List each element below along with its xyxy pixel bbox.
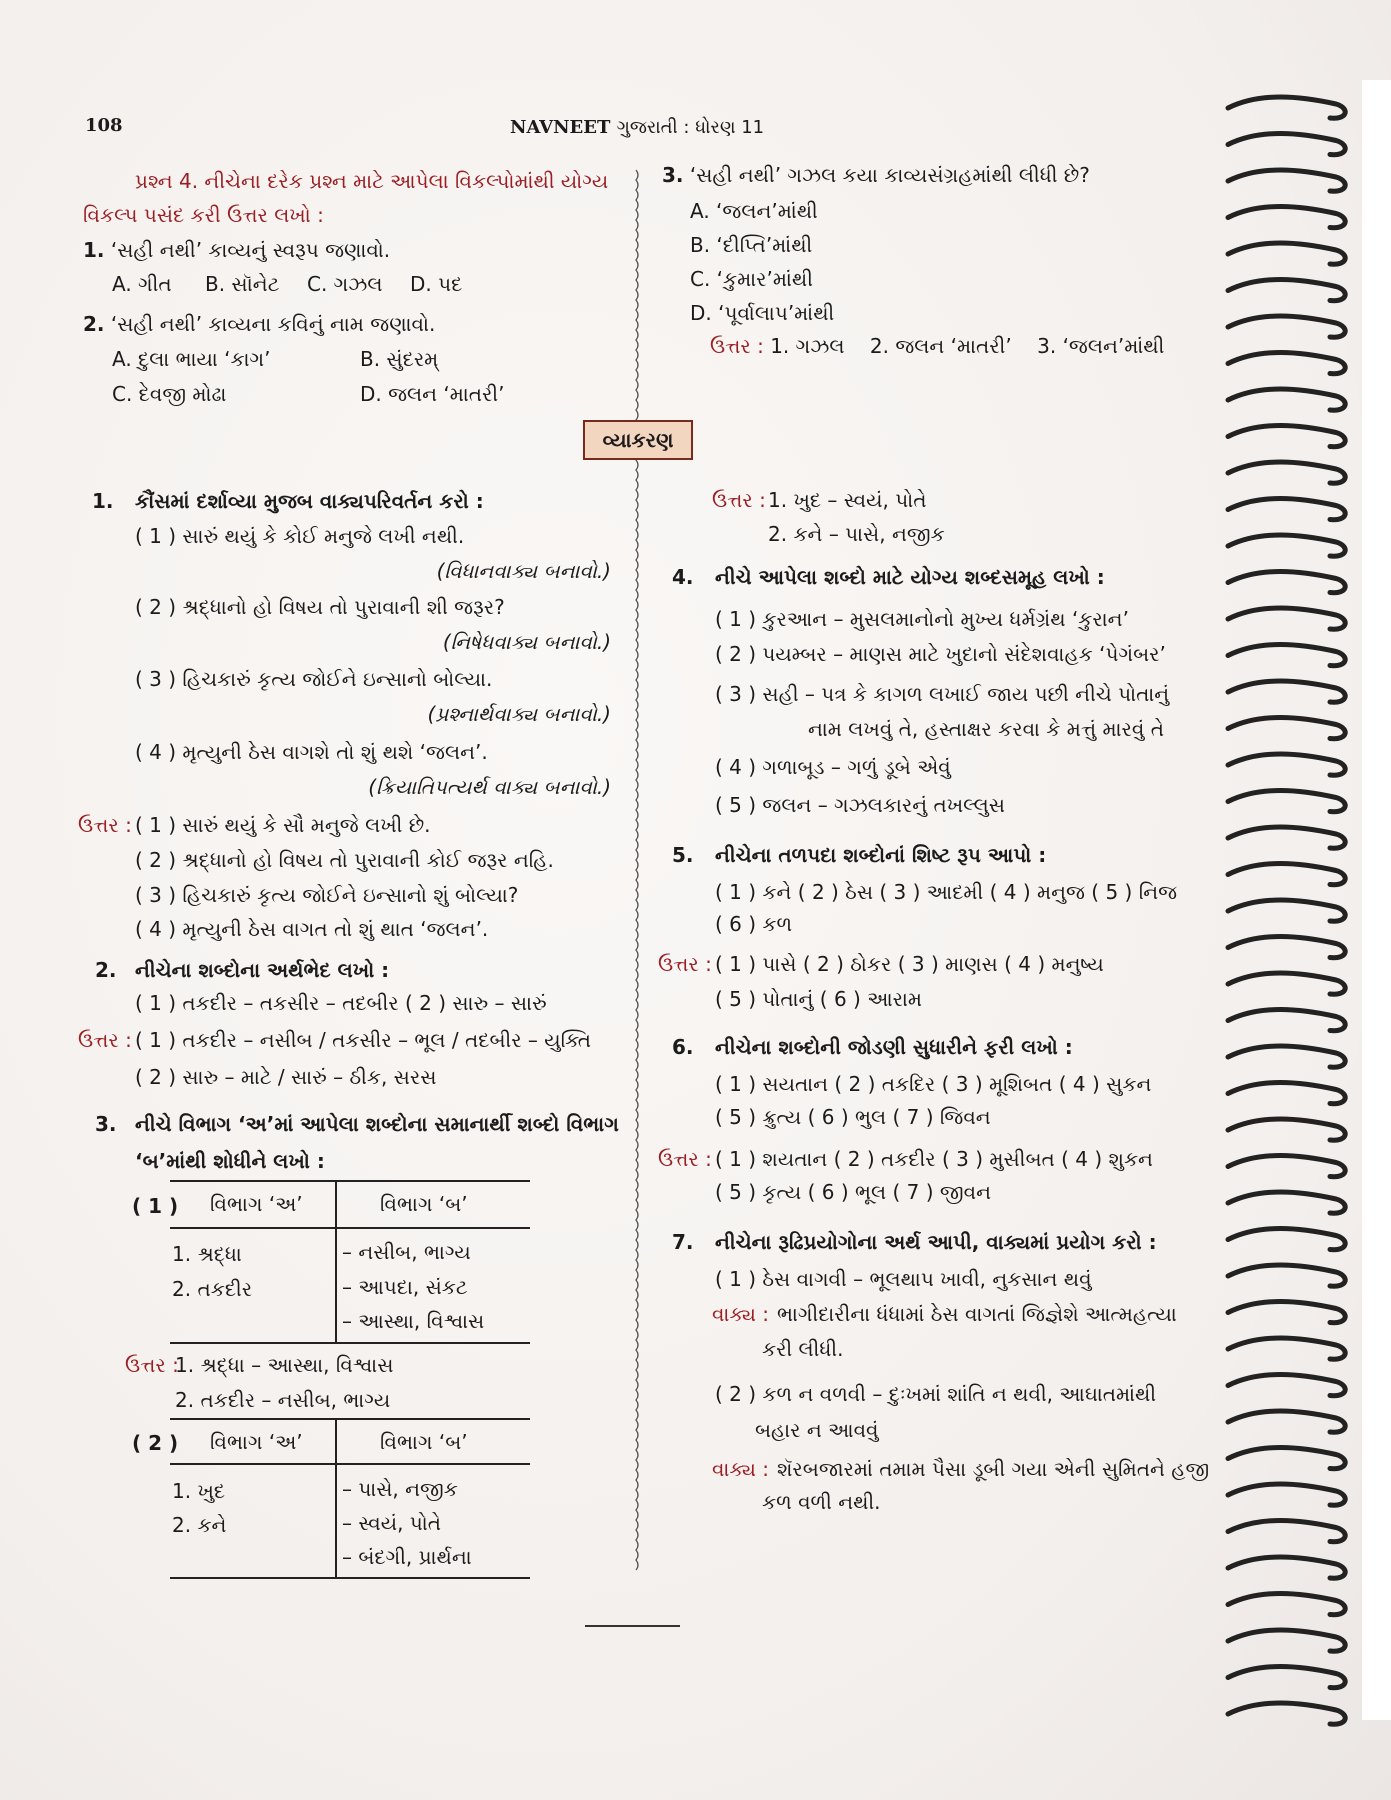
spiral-binding-coil [1228,1156,1345,1177]
g4-item: ( 5 ) જલન – ગઝલકારનું તખલ્લુસ [715,793,1005,817]
spiral-binding-coil [1228,207,1345,228]
spiral-binding-coil [1228,1229,1345,1250]
spiral-binding-coil [1228,462,1345,483]
sentence-label: વાક્ય : [712,1302,770,1326]
q-number: 3. [662,163,684,187]
q-number: 2. [83,312,105,336]
spiral-binding-coil [1228,1302,1345,1323]
answer-label: ઉત્તર : [710,334,764,358]
spiral-binding-coil [1228,754,1345,775]
g4-item: ( 2 ) પયમ્બર – માણસ માટે ખુદાનો સંદેશવાહક ‘પેગંબર’ [715,642,1166,666]
q-text: ‘સહી નથી’ કાવ્યનું સ્વરૂપ જણાવો. [110,238,391,262]
g4-item: ( 3 ) સહી – પત્ર કે કાગળ લખાઈ જાય પછી નીચે પોતાનું [715,682,1170,706]
answer: 1. ગઝલ [770,334,845,358]
spiral-binding-coil [1228,1594,1345,1615]
end-rule [585,1625,680,1627]
header-subject: ગુજરાતી : ધોરણ 11 [616,117,765,138]
col-a-cell: 2. કને [172,1513,227,1537]
g1-item: ( 4 ) મૃત્યુની ઠેસ વાગશે તો શું થશે ‘જલન’. [135,740,488,764]
g3-title-line2: ‘બ’માંથી શોધીને લખો : [135,1149,325,1173]
answer: 3. ‘જલન’માંથી [1037,334,1165,358]
g2-title: નીચેના શબ્દોના અર્થભેદ લખો : [135,958,390,982]
g6-answer: ( 1 ) શયતાન ( 2 ) તકદીર ( 3 ) મુસીબત ( 4 ) શુકન [715,1147,1153,1171]
g6-title: નીચેના શબ્દોની જોડણી સુધારીને ફરી લખો : [715,1035,1073,1059]
g1-answer: ( 1 ) સારું થયું કે સૌ મનુજે લખી છે. [135,813,431,837]
col-b-cell: – સ્વયં, પોતે [342,1511,442,1535]
spiral-binding-coil [1228,1667,1345,1688]
mcq-answers [710,333,1164,359]
col-b-cell: – પાસે, નજીક [342,1477,458,1501]
g7-item-continued: બહાર ન આવવું [755,1418,879,1442]
spiral-binding-coil [1228,1484,1345,1505]
spiral-binding-coil [1228,1083,1345,1104]
spiral-binding-coil [1228,791,1345,812]
answer-label: ઉત્તર : [712,488,766,512]
spiral-binding-coil [1228,973,1345,994]
answer: 2. જલન ‘માતરી’ [869,334,1012,358]
spiral-binding-coil [1228,1375,1345,1396]
g3-title: નીચે વિભાગ ‘અ’માં આપેલા શબ્દોના સમાનાર્થી શબ્દો વિભાગ [135,1112,619,1136]
q2-option: D. જલન ‘માતરી’ [360,382,505,406]
spiral-binding-coil [1228,1119,1345,1140]
mcq-heading-line2: વિકલ્પ પસંદ કરી ઉત્તર લખો : [83,203,324,227]
q1-option: A. ગીત [112,272,172,296]
spiral-binding-coil [1228,681,1345,702]
section-badge-grammar: વ્યાકરણ [583,420,693,460]
spiral-binding-coil [1228,499,1345,520]
g1-item: ( 3 ) હિચકારું કૃત્ય જોઈને ઇન્સાનો બોલ્યા. [135,667,493,691]
q2-option: C. દેવજી મોઢા [112,382,227,406]
spiral-binding-coil [1228,718,1345,739]
spiral-binding-coil [1228,426,1345,447]
g6-question: ( 5 ) ક્રુત્ય ( 6 ) ભુલ ( 7 ) જિવન [715,1105,991,1129]
col-a-cell: 1. ખુદ [172,1479,226,1503]
spiral-binding-coil [1228,97,1345,118]
g7-sentence: ભાગીદારીના ધંધામાં ઠેસ વાગતાં જિજ્ઞેશે આત્મહત્યા [777,1302,1177,1326]
q-text: ‘સહી નથી’ કાવ્યના કવિનું નામ જણાવો. [110,312,436,336]
synonym-table-1 [170,1180,530,1344]
g1-hint: (પ્રશ્નાર્થવાક્ય બનાવો.) [427,702,611,726]
g1-hint: (વિધાનવાક્ય બનાવો.) [436,559,611,583]
spiral-binding-coil [1228,1338,1345,1359]
g5-question: ( 6 ) કળ [715,912,793,936]
g2-number: 2. [95,958,117,982]
g3-answer: 2. તકદીર – નસીબ, ભાગ્ય [175,1388,391,1412]
mcq-heading: પ્રશ્ન 4. નીચેના દરેક પ્રશ્ન માટે આપેલા વિકલ્પોમાંથી યોગ્ય [135,169,609,193]
g7-item: ( 2 ) કળ ન વળવી – દુઃખમાં શાંતિ ન થવી, આઘાતમાંથી [715,1382,1157,1406]
spiral-binding-coil [1228,1630,1345,1651]
g7-number: 7. [672,1230,694,1254]
g2-question: ( 1 ) તકદીર – તકસીર – તદબીર ( 2 ) સારુ – સારું [135,991,547,1015]
spiral-binding-coil [1228,1448,1345,1469]
wavy-column-divider [636,170,638,1570]
g4-item-continued: નામ લખવું તે, હસ્તાક્ષર કરવા કે મત્તું મારવું તે [808,717,1164,741]
col-b-cell: – આપદા, સંકટ [342,1275,468,1299]
spiral-binding-coil [1228,608,1345,629]
col-b-cell: – આસ્થા, વિશ્વાસ [342,1309,485,1333]
page-edge [1362,80,1391,1720]
col-b-cell: – નસીબ, ભાગ્ય [342,1240,471,1264]
g6-question: ( 1 ) સયતાન ( 2 ) તકદિર ( 3 ) મૂશિબત ( 4 ) સુકન [715,1072,1152,1096]
spiral-binding-coil [1228,1192,1345,1213]
answer-label: ઉત્તર : [658,1147,712,1171]
q1-option: D. પદ [410,272,463,296]
g7-sentence: કળ વળી નથી. [762,1490,881,1514]
spiral-binding-coil [1228,900,1345,921]
q-number: 1. [83,238,105,262]
answer-label: ઉત્તર : [658,952,712,976]
col-b-header: વિભાગ ‘બ’ [380,1192,468,1216]
synonym-table-2 [170,1418,530,1579]
g4-item: ( 4 ) ગળાબૂડ – ગળું ડૂબે એવું [715,755,951,779]
spiral-binding-coil [1228,1411,1345,1432]
g4-title: નીચે આપેલા શબ્દો માટે યોગ્ય શબ્દસમૂહ લખો : [715,565,1105,589]
page-number: 108 [85,115,123,136]
mcq-q2 [83,311,435,337]
g3-number: 3. [95,1112,117,1136]
g6-number: 6. [672,1035,694,1059]
g1-title: કૌંસમાં દર્શાવ્યા મુજબ વાક્યપરિવર્તન કરો : [135,489,484,513]
col-a-cell: 2. તકદીર [172,1277,253,1301]
q3-option: C. ‘કુમાર’માંથી [690,267,813,291]
sentence-label: વાક્ય : [712,1457,770,1481]
spiral-binding-coil [1228,1046,1345,1067]
g1-number: 1. [92,489,114,513]
g6-answer: ( 5 ) કૃત્ય ( 6 ) ભૂલ ( 7 ) જીવન [715,1180,991,1204]
g5-title: નીચેના તળપદા શબ્દોનાં શિષ્ટ રૂપ આપો : [715,843,1047,867]
q3-option: B. ‘દીપ્તિ’માંથી [690,233,813,257]
col-a-header: વિભાગ ‘અ’ [210,1192,303,1216]
g1-item: ( 1 ) સારું થયું કે કોઈ મનુજે લખી નથી. [135,524,465,548]
g2-answer: ( 2 ) સારુ – માટે / સારું – ઠીક, સરસ [135,1065,437,1089]
col-b-header: વિભાગ ‘બ’ [380,1430,468,1454]
spiral-binding-coil [1228,353,1345,374]
g1-answer: ( 3 ) હિચકારું કૃત્ય જોઈને ઇન્સાનો શું બોલ્યા? [135,883,519,907]
spiral-binding-coil [1228,1521,1345,1542]
running-header [510,113,764,141]
spiral-binding-coil [1228,937,1345,958]
g7-item: ( 1 ) ઠેસ વાગવી – ભૂલથાપ ખાવી, નુકસાન થવું [715,1267,1092,1291]
g4-number: 4. [672,565,694,589]
table-label: ( 2 ) [132,1431,179,1455]
q1-option: B. સૉનેટ [205,272,280,296]
g1-hint: (નિષેધવાક્ય બનાવો.) [442,630,611,654]
q1-option: C. ગઝલ [307,272,383,296]
g7-sentence: કરી લીધી. [762,1337,844,1361]
g5-answer: ( 5 ) પોતાનું ( 6 ) આરામ [715,987,923,1011]
spiral-binding-coil [1228,645,1345,666]
spiral-binding-coil [1228,243,1345,264]
g3-table2-answer: 2. કને – પાસે, નજીક [768,522,945,546]
q2-option: B. સુંદરમ્ [360,347,439,371]
spiral-binding-coil [1228,170,1345,191]
g7-title: નીચેના રૂઢિપ્રયોગોના અર્થ આપી, વાક્યમાં પ્રયોગ કરો : [715,1230,1157,1254]
table-label: ( 1 ) [132,1194,179,1218]
g3-answer: 1. શ્રદ્ધા – આસ્થા, વિશ્વાસ [175,1353,394,1377]
g1-answer: ( 2 ) શ્રદ્ધાનો હો વિષય તો પુરાવાની કોઈ જરૂર નહિ. [135,848,554,872]
q2-option: A. દુલા ભાયા ‘કાગ’ [112,347,271,371]
g1-hint: (ક્રિયાતિપત્યર્થ વાક્ય બનાવો.) [368,775,611,799]
g4-item: ( 1 ) કુરઆન – મુસલમાનોનો મુખ્ય ધર્મગ્રંથ ‘કુરાન’ [715,607,1129,631]
spiral-binding-coil [1228,1557,1345,1578]
spiral-binding-coil [1228,280,1345,301]
spiral-binding-coil [1228,134,1345,155]
mcq-q3 [662,162,1090,188]
g2-answer: ( 1 ) તકદીર – નસીબ / તકસીર – ભૂલ / તદબીર – યુક્તિ [135,1028,592,1052]
col-a-header: વિભાગ ‘અ’ [210,1430,303,1454]
spiral-binding-coil [1228,572,1345,593]
g1-answer: ( 4 ) મૃત્યુની ઠેસ વાગત તો શું થાત ‘જલન’. [135,917,489,941]
g3-table2-answer: 1. ખુદ – સ્વયં, પોતે [768,488,927,512]
q-text: ‘સહી નથી’ ગઝલ કયા કાવ્યસંગ્રહમાંથી લીધી છે? [689,163,1090,187]
answer-label: ઉત્તર : [78,1028,132,1052]
col-a-cell: 1. શ્રદ્ધા [172,1242,242,1266]
spiral-binding-coil [1228,1703,1345,1724]
spiral-binding-coil [1228,1010,1345,1031]
spiral-binding-coil [1228,535,1345,556]
spiral-binding-coil [1228,316,1345,337]
mcq-q1 [83,237,390,263]
answer-label: ઉત્તર : [78,813,132,837]
g5-answer: ( 1 ) પાસે ( 2 ) ઠોકર ( 3 ) માણસ ( 4 ) મનુષ્ય [715,952,1104,976]
q3-option: D. ‘પૂર્વાલાપ’માંથી [690,301,835,325]
g5-number: 5. [672,843,694,867]
q3-option: A. ‘જલન’માંથી [690,199,818,223]
spiral-binding-coil [1228,389,1345,410]
header-brand: NAVNEET [510,117,611,138]
answer-label: ઉત્તર : [125,1353,179,1377]
spiral-binding-coil [1228,1265,1345,1286]
spiral-binding-coil [1228,827,1345,848]
col-b-cell: – બંદગી, પ્રાર્થના [342,1545,472,1569]
g7-sentence: શૅરબજારમાં તમામ પૈસા ડૂબી ગયા એની સુમિતને હજી [777,1457,1210,1481]
g1-item: ( 2 ) શ્રદ્ધાનો હો વિષય તો પુરાવાની શી જરૂર? [135,595,505,619]
g5-question: ( 1 ) કને ( 2 ) ઠેસ ( 3 ) આદમી ( 4 ) મનુજ ( 5 ) નિજ [715,880,1178,904]
spiral-binding-coil [1228,864,1345,885]
